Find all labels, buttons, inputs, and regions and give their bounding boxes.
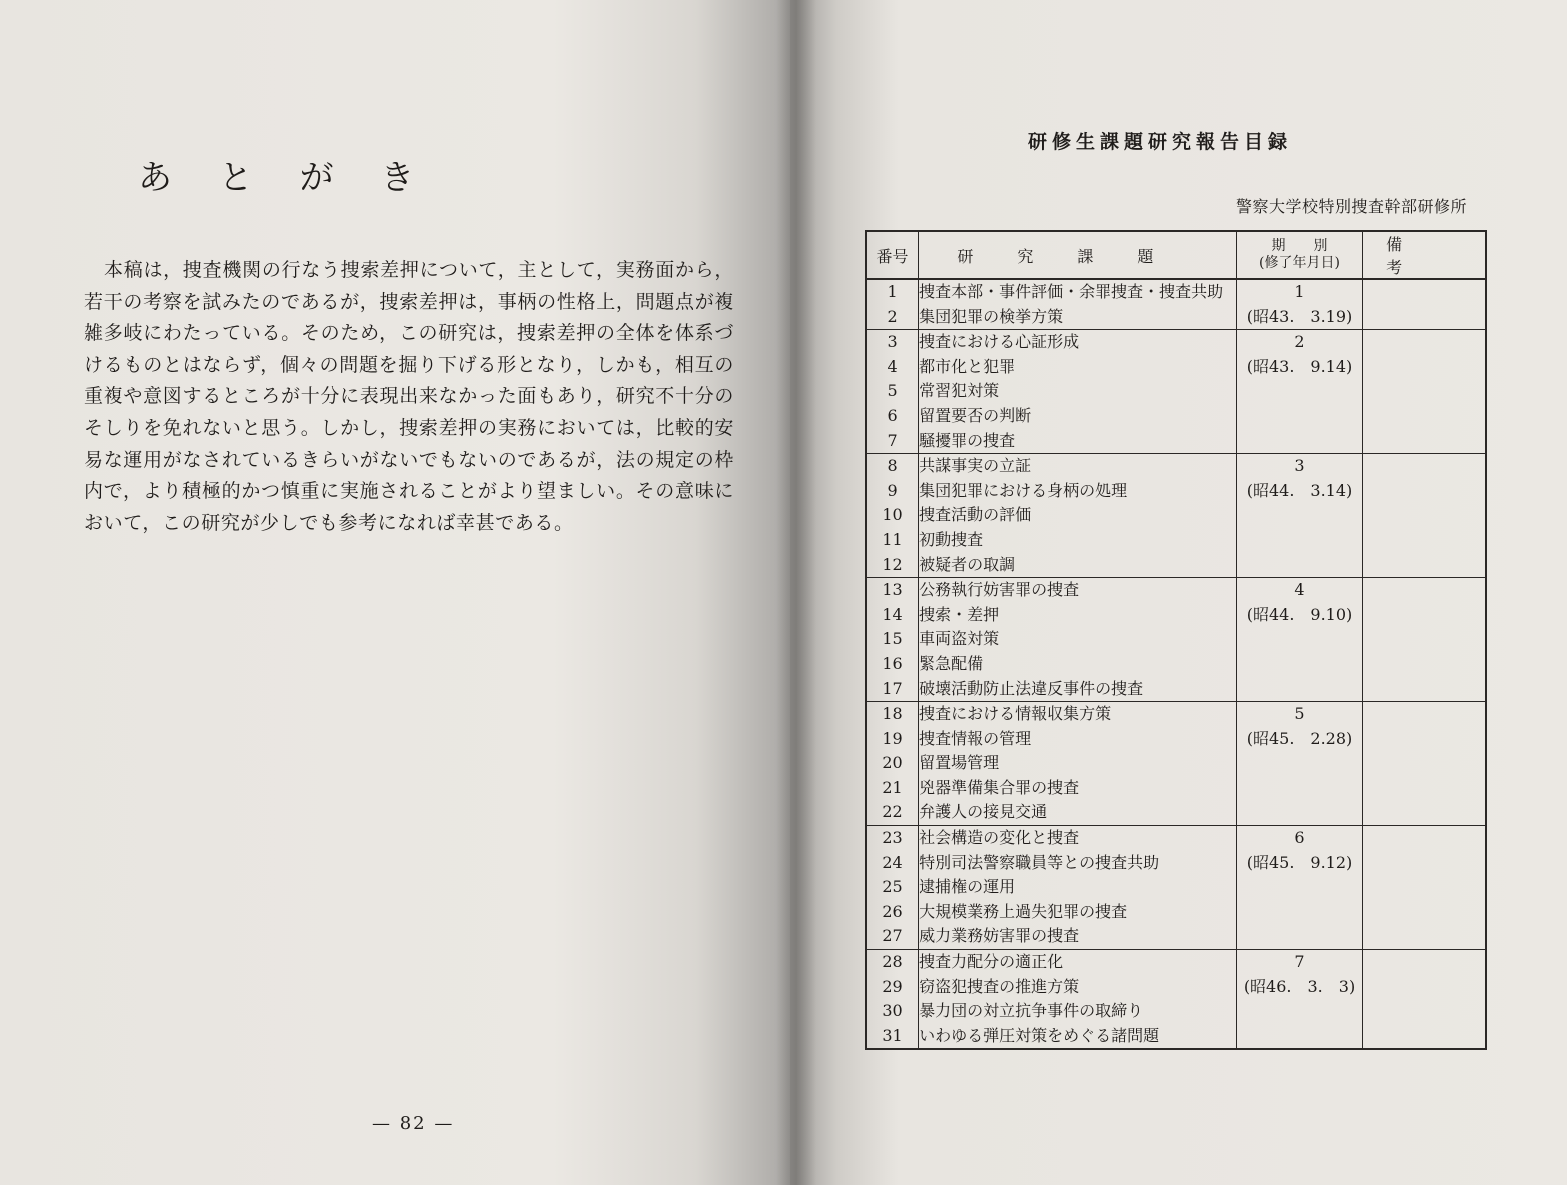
report-number: 26 bbox=[866, 900, 919, 925]
period-number: 6 bbox=[1294, 828, 1305, 848]
report-number: 1 bbox=[866, 279, 919, 305]
completion-date: (昭45. 2.28) bbox=[1246, 728, 1353, 748]
report-topic: 捜査情報の管理 bbox=[919, 727, 1237, 752]
report-number: 30 bbox=[866, 999, 919, 1024]
report-number: 12 bbox=[866, 553, 919, 578]
report-number: 24 bbox=[866, 851, 919, 876]
report-topic: 威力業務妨害罪の捜査 bbox=[919, 924, 1237, 949]
completion-date: (昭44. 3.14) bbox=[1246, 480, 1353, 500]
report-topic: 集団犯罪の検挙方策 bbox=[919, 305, 1237, 330]
report-topic: 緊急配備 bbox=[919, 652, 1237, 677]
report-number: 28 bbox=[866, 950, 919, 975]
table-row bbox=[866, 950, 1486, 975]
report-topic: 弁護人の接見交通 bbox=[919, 800, 1237, 825]
period-number: 3 bbox=[1294, 456, 1305, 476]
remarks-cell bbox=[1363, 330, 1486, 454]
report-number: 21 bbox=[866, 776, 919, 801]
report-topic: 捜査における情報収集方策 bbox=[919, 702, 1237, 727]
period-group bbox=[866, 454, 1486, 578]
report-topic: 捜索・差押 bbox=[919, 603, 1237, 628]
report-number: 19 bbox=[866, 727, 919, 752]
report-number: 4 bbox=[866, 355, 919, 380]
period-number: 5 bbox=[1294, 704, 1305, 724]
completion-date: (昭44. 9.10) bbox=[1246, 604, 1353, 624]
report-topic: 初動捜査 bbox=[919, 528, 1237, 553]
period-number: 1 bbox=[1294, 282, 1305, 301]
report-number: 2 bbox=[866, 305, 919, 330]
header-period-sub: (修了年月日) bbox=[1259, 255, 1340, 271]
report-topic: 共謀事実の立証 bbox=[919, 454, 1237, 479]
report-number: 25 bbox=[866, 875, 919, 900]
report-topic: 都市化と犯罪 bbox=[919, 355, 1237, 380]
table-row bbox=[866, 330, 1486, 355]
organization-name: 警察大学校特別捜査幹部研修所 bbox=[1236, 197, 1468, 216]
report-list-title: 研修生課題研究報告目録 bbox=[1028, 131, 1293, 153]
period-group bbox=[866, 950, 1486, 1050]
report-number: 29 bbox=[866, 975, 919, 1000]
remarks-cell bbox=[1363, 826, 1486, 950]
period-group bbox=[866, 578, 1486, 702]
report-number: 22 bbox=[866, 800, 919, 825]
report-number: 16 bbox=[866, 652, 919, 677]
report-number: 7 bbox=[866, 429, 919, 454]
report-topic: 留置場管理 bbox=[919, 751, 1237, 776]
period-group bbox=[866, 279, 1486, 330]
table-row bbox=[866, 279, 1486, 305]
report-topic: 窃盗犯捜査の推進方策 bbox=[919, 975, 1237, 1000]
period-cell bbox=[1236, 279, 1363, 330]
report-number: 13 bbox=[866, 578, 919, 603]
report-number: 20 bbox=[866, 751, 919, 776]
remarks-cell bbox=[1363, 279, 1486, 330]
completion-date: (昭45. 9.12) bbox=[1246, 852, 1353, 872]
report-topic: 留置要否の判断 bbox=[919, 404, 1237, 429]
report-topic: 車両盗対策 bbox=[919, 627, 1237, 652]
report-topic: 集団犯罪における身柄の処理 bbox=[919, 479, 1237, 504]
report-table bbox=[865, 230, 1487, 1050]
report-topic: 兇器準備集合罪の捜査 bbox=[919, 776, 1237, 801]
remarks-cell bbox=[1363, 578, 1486, 702]
report-topic: 破壊活動防止法違反事件の捜査 bbox=[919, 677, 1237, 702]
report-topic: 大規模業務上過失犯罪の捜査 bbox=[919, 900, 1237, 925]
report-number: 14 bbox=[866, 603, 919, 628]
report-number: 11 bbox=[866, 528, 919, 553]
report-number: 3 bbox=[866, 330, 919, 355]
report-topic: 捜査力配分の適正化 bbox=[919, 950, 1237, 975]
report-number: 18 bbox=[866, 702, 919, 727]
table-row bbox=[866, 454, 1486, 479]
period-cell bbox=[1236, 330, 1363, 454]
report-topic: 逮捕権の運用 bbox=[919, 875, 1237, 900]
page-number: — 82 — bbox=[372, 1113, 455, 1134]
table-row bbox=[866, 578, 1486, 603]
header-number: 番号 bbox=[866, 231, 919, 279]
period-number: 2 bbox=[1294, 332, 1305, 352]
header-period bbox=[1236, 231, 1363, 279]
report-topic: 捜査活動の評価 bbox=[919, 503, 1237, 528]
report-number: 9 bbox=[866, 479, 919, 504]
report-number: 23 bbox=[866, 826, 919, 851]
period-cell bbox=[1236, 578, 1363, 702]
period-cell bbox=[1236, 826, 1363, 950]
completion-date: (昭46. 3. 3) bbox=[1243, 976, 1356, 996]
report-number: 10 bbox=[866, 503, 919, 528]
afterword-paragraph: 本稿は，捜査機関の行なう捜索差押について，主として，実務面から，若干の考察を試みたのであるが，捜索差押は，事柄の性格上，問題点が複雑多岐にわたっている。そのため，この研究は，捜索差押の全体を体系づけるものとはならず，個々の問題を掘り下げる形となり，しかも，相互の重複や意図するところが十分に表現出来なかった面もあり，研究不十分のそしりを免れないと思う。しかし，捜索差押の実務においては，比較的安易な運用がなされているきらいがないでもないのであるが，法の規定の枠内で，より積極的かつ慎重に実施されることがより望ましい。その意味において，この研究が少しでも参考になれば幸甚である。 bbox=[84, 259, 734, 534]
report-topic: 社会構造の変化と捜査 bbox=[919, 826, 1237, 851]
report-number: 31 bbox=[866, 1024, 919, 1050]
header-topic: 研究課題 bbox=[919, 231, 1237, 279]
report-topic: 公務執行妨害罪の捜査 bbox=[919, 578, 1237, 603]
period-group bbox=[866, 330, 1486, 454]
report-topic: 捜査における心証形成 bbox=[919, 330, 1237, 355]
period-cell bbox=[1236, 454, 1363, 578]
report-number: 5 bbox=[866, 379, 919, 404]
header-remarks: 備考 bbox=[1363, 231, 1486, 279]
report-topic: 特別司法警察職員等との捜査共助 bbox=[919, 851, 1237, 876]
afterword-body bbox=[84, 255, 734, 539]
period-number: 4 bbox=[1294, 580, 1305, 600]
remarks-cell bbox=[1363, 702, 1486, 826]
report-number: 8 bbox=[866, 454, 919, 479]
table-header bbox=[866, 231, 1486, 279]
completion-date: (昭43. 3.19) bbox=[1246, 306, 1353, 326]
period-cell bbox=[1236, 702, 1363, 826]
period-number: 7 bbox=[1294, 952, 1305, 972]
remarks-cell bbox=[1363, 950, 1486, 1050]
period-group bbox=[866, 702, 1486, 826]
report-number: 6 bbox=[866, 404, 919, 429]
report-number: 17 bbox=[866, 677, 919, 702]
table-row bbox=[866, 826, 1486, 851]
table-row bbox=[866, 702, 1486, 727]
completion-date: (昭43. 9.14) bbox=[1246, 356, 1353, 376]
afterword-title: あ と が き bbox=[138, 158, 433, 198]
remarks-cell bbox=[1363, 454, 1486, 578]
period-group bbox=[866, 826, 1486, 950]
report-topic: 暴力団の対立抗争事件の取締り bbox=[919, 999, 1237, 1024]
report-topic: 騒擾罪の捜査 bbox=[919, 429, 1237, 454]
report-topic: 常習犯対策 bbox=[919, 379, 1237, 404]
header-period-label: 期 別 bbox=[1271, 238, 1328, 254]
report-topic: 被疑者の取調 bbox=[919, 553, 1237, 578]
book-gutter bbox=[776, 0, 816, 1185]
report-number: 15 bbox=[866, 627, 919, 652]
report-number: 27 bbox=[866, 924, 919, 949]
report-topic: いわゆる弾圧対策をめぐる諸問題 bbox=[919, 1024, 1237, 1050]
period-cell bbox=[1236, 950, 1363, 1050]
report-topic: 捜査本部・事件評価・余罪捜査・捜査共助 bbox=[919, 279, 1237, 305]
